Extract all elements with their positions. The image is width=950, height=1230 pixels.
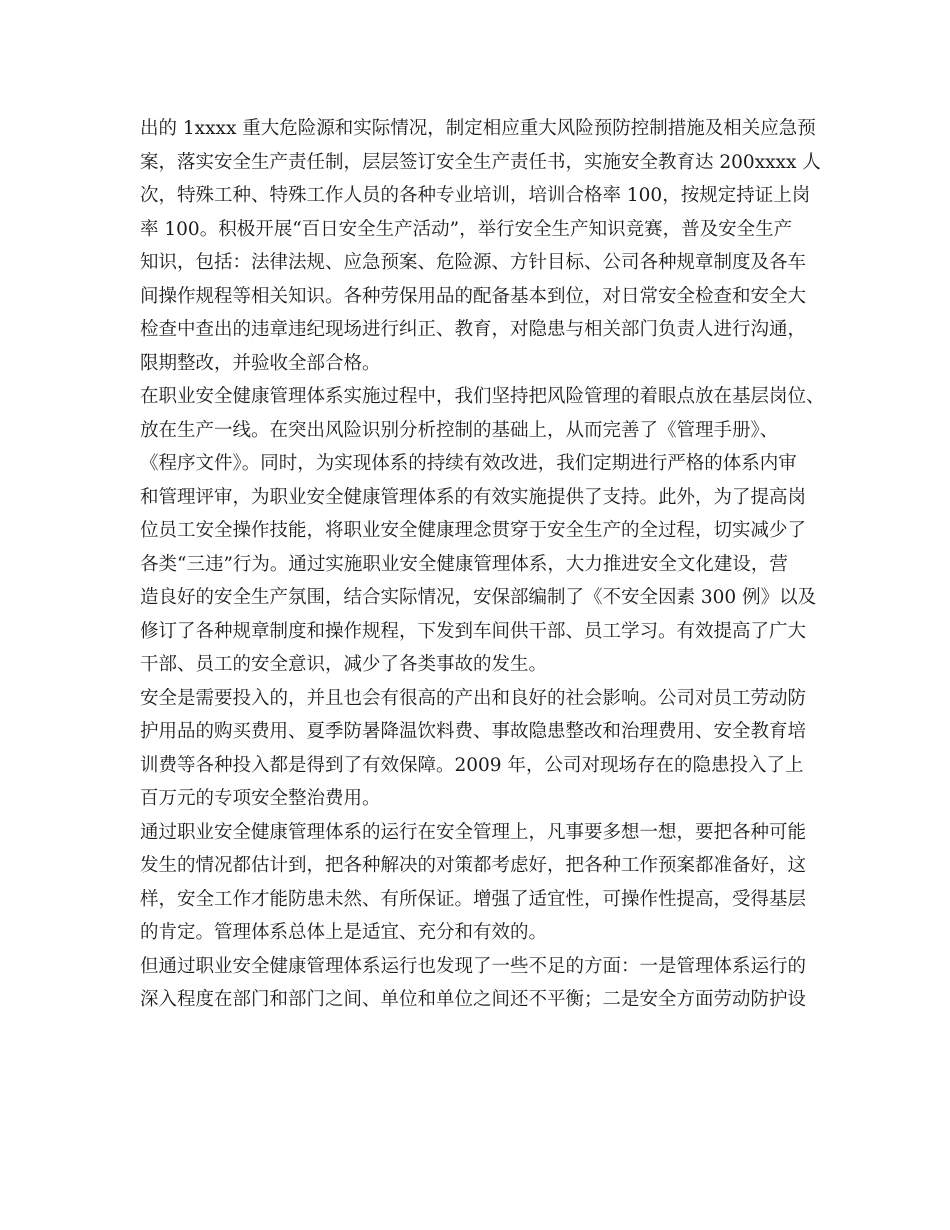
text-line: 样，安全工作才能防患未然、有所保证。增强了适宜性，可操作性提高，受得基层 (140, 888, 807, 910)
text-line: 检查中查出的违章违纪现场进行纠正、教育，对隐患与相关部门负责人进行沟通， (140, 319, 807, 340)
text-line: 护用品的购买费用、夏季防暑降温饮料费、事故隐患整改和治理费用、安全教育培 (140, 721, 807, 742)
text-line: 位员工安全操作技能，将职业安全健康理念贯穿于安全生产的全过程，切实减少了 (140, 520, 807, 541)
text-line: 发生的情况都估计到，把各种解决的对策都考虑好，把各种工作预案都准备好，这 (140, 855, 807, 876)
text-line: 深入程度在部门和部门之间、单位和单位之间还不平衡；二是安全方面劳动防护设 (140, 989, 807, 1010)
text-line: 各类“三违”行为。通过实施职业安全健康管理体系，大力推进安全文化建设，营 (140, 553, 788, 575)
document-body (140, 112, 830, 1017)
text-line: 间操作规程等相关知识。各种劳保用品的配备基本到位，对日常安全检查和安全大 (140, 285, 807, 307)
text-line: 在职业安全健康管理体系实施过程中，我们坚持把风险管理的着眼点放在基层岗位、 (140, 386, 825, 407)
text-line: 次，特殊工种、特殊工作人员的各种专业培训，培训合格率 100，按规定持证上岗 (140, 185, 811, 206)
paragraph-2 (140, 380, 830, 682)
text-line: 修订了各种规章制度和操作规程，下发到车间供干部、员工学习。有效提高了广大 (140, 620, 807, 642)
text-line: 《程序文件》。同时，为实现体系的持续有效改进，我们定期进行严格的体系内审 (140, 453, 797, 474)
text-line: 干部、员工的安全意识，减少了各类事故的发生。 (140, 654, 548, 675)
text-line: 造良好的安全生产氛围，结合实际情况，安保部编制了《不安全因素 300 例》以及 (140, 587, 817, 608)
text-line: 通过职业安全健康管理体系的运行在安全管理上，凡事要多想一想，要把各种可能 (140, 821, 807, 843)
text-line: 知识，包括：法律法规、应急预案、危险源、方针目标、公司各种规章制度及各车 (140, 252, 807, 273)
text-line: 出的 1xxxx 重大危险源和实际情况，制定相应重大风险预防控制措施及相关应急预 (140, 118, 816, 139)
paragraph-3 (140, 682, 830, 816)
text-line: 案，落实安全生产责任制，层层签订安全生产责任书，实施安全教育达 200xxxx 人 (140, 151, 821, 173)
text-line: 安全是需要投入的，并且也会有很高的产出和良好的社会影响。公司对员工劳动防 (140, 687, 807, 709)
text-line: 率 100。积极开展“百日安全生产活动”，举行安全生产知识竞赛，普及安全生产 (140, 218, 793, 240)
text-line: 的肯定。管理体系总体上是适宜、充分和有效的。 (140, 922, 548, 943)
paragraph-5 (140, 950, 830, 1017)
text-line: 但通过职业安全健康管理体系运行也发现了一些不足的方面：一是管理体系运行的 (140, 955, 807, 977)
text-line: 和管理评审，为职业安全健康管理体系的有效实施提供了支持。此外，为了提高岗 (140, 486, 807, 508)
text-line: 放在生产一线。在突出风险识别分析控制的基础上，从而完善了《管理手册》、 (140, 419, 779, 441)
text-line: 限期整改，并验收全部合格。 (140, 352, 381, 374)
text-line: 百万元的专项安全整治费用。 (140, 788, 381, 809)
paragraph-1 (140, 112, 830, 380)
text-line: 训费等各种投入都是得到了有效保障。2009 年，公司对现场存在的隐患投入了上 (140, 754, 804, 776)
paragraph-4 (140, 816, 830, 950)
